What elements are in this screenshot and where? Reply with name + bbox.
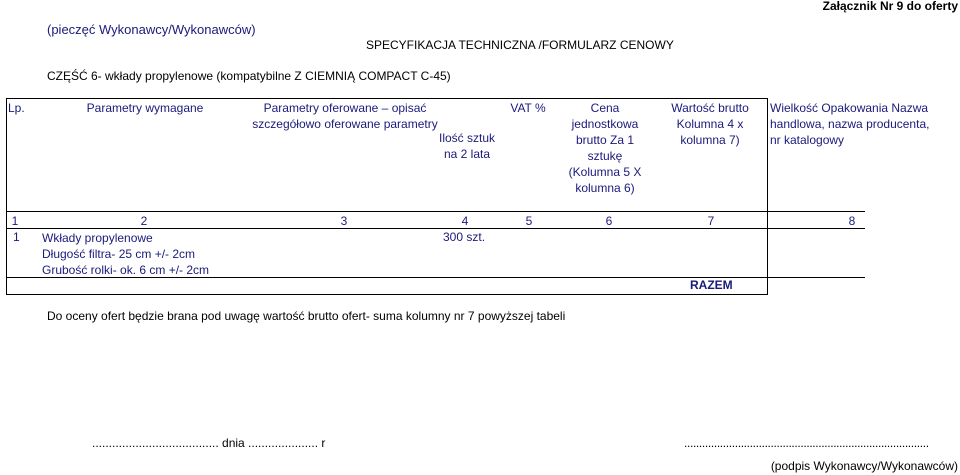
signature-line: .................................................................................. xyxy=(684,436,929,450)
table-vline-7 xyxy=(767,98,768,295)
table-line-numbers xyxy=(6,228,865,229)
header-qty: Ilość sztuk na 2 lata xyxy=(438,131,495,161)
part-title: CZĘŚĆ 6- wkłady propylenowe (kompatybilne Z CIEMNIĄ COMPACT C-45) xyxy=(47,69,451,83)
row-required-line: Długość filtra- 25 cm +/- 2cm xyxy=(42,247,196,261)
header-unit-price: Cena jednostkowa brutto Za 1 sztukę (Kolumna 5 X kolumna 6) xyxy=(568,101,642,195)
signature-label: (podpis Wykonawcy/Wykonawców) xyxy=(770,459,958,473)
annex-label: Załącznik Nr 9 do oferty xyxy=(822,0,958,13)
row-lp: 1 xyxy=(13,230,20,244)
sum-label: RAZEM xyxy=(690,278,733,292)
table-vline-left xyxy=(6,98,7,295)
column-number: 6 xyxy=(605,214,613,228)
note-text: Do oceny ofert będzie brana pod uwagę wartość brutto ofert- suma kolumny nr 7 powyższej tabeli xyxy=(47,309,566,323)
column-number: 8 xyxy=(848,214,856,228)
stamp-label: (pieczęć Wykonawcy/Wykonawców) xyxy=(47,22,256,37)
table-border-top xyxy=(6,98,767,99)
row-required xyxy=(42,230,209,278)
column-number: 5 xyxy=(525,214,533,228)
row-required-line: Grubość rolki- ok. 6 cm +/- 2cm xyxy=(42,263,210,277)
column-number: 4 xyxy=(461,214,469,228)
header-total: Wartość brutto Kolumna 4 x kolumna 7) xyxy=(671,101,749,147)
table-line-header xyxy=(6,211,865,212)
row-required-line: Wkłady propylenowe xyxy=(42,231,153,245)
column-number: 3 xyxy=(340,214,348,228)
header-required: Parametry wymagane xyxy=(86,101,204,115)
header-packaging: Wielkość Opakowania Nazwa handlowa, nazwa producenta, nr katalogowy xyxy=(770,101,930,147)
header-vat: VAT % xyxy=(510,101,546,115)
header-offered: Parametry oferowane – opisać szczegółowo oferowane parametry xyxy=(252,101,438,131)
place-date-line: ...................................... dnia ..................... r xyxy=(92,436,326,450)
page-title: SPECYFIKACJA TECHNICZNA /FORMULARZ CENOWY xyxy=(366,38,674,52)
header-lp: Lp. xyxy=(8,101,25,115)
column-number: 1 xyxy=(11,214,19,228)
column-number: 7 xyxy=(707,214,715,228)
column-number: 2 xyxy=(140,214,148,228)
table-border-bottom xyxy=(6,294,767,295)
row-qty: 300 szt. xyxy=(443,230,486,244)
